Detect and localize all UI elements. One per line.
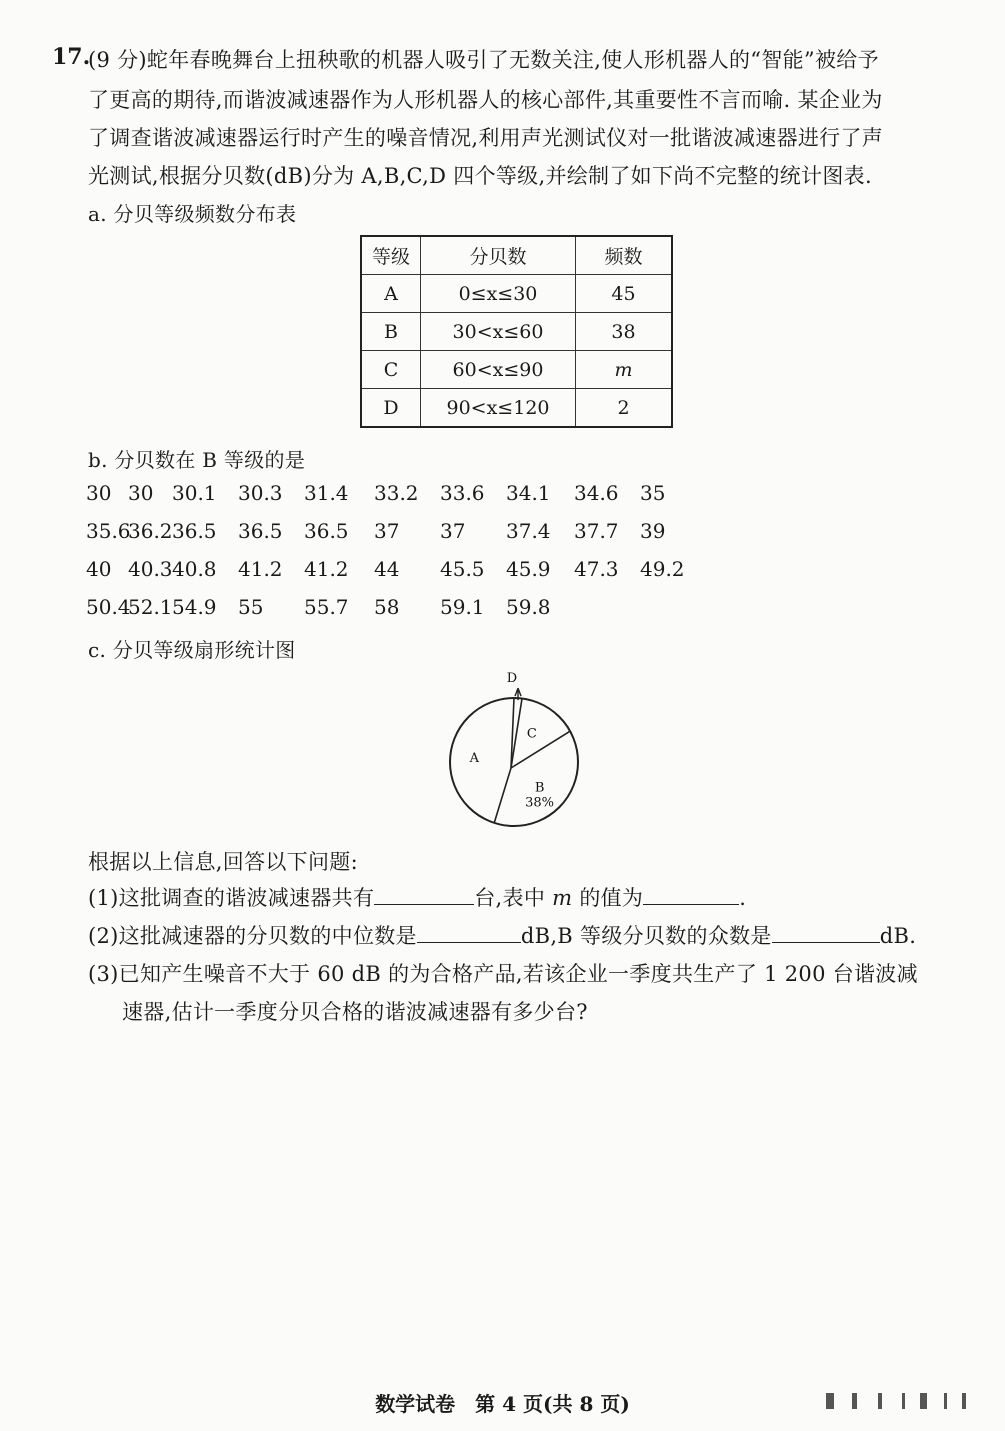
scan-mark xyxy=(826,1393,834,1409)
q1-end: . xyxy=(739,886,747,910)
intro-line-3: 了调查谐波减速器运行时产生的噪音情况,利用声光测试仪对一批谐波减速器进行了声 xyxy=(88,126,884,150)
pie-label-a: A xyxy=(469,751,480,767)
b-value: 50.4 xyxy=(86,595,131,619)
pie-slice-boundary xyxy=(494,768,511,823)
b-value: 37.4 xyxy=(506,519,551,543)
page-footer: 数学试卷 第 4 页(共 8 页) xyxy=(375,1392,630,1416)
pie-chart xyxy=(440,660,590,840)
b-value: 35 xyxy=(640,481,666,505)
b-value: 33.6 xyxy=(440,481,485,505)
table-heading: a. 分贝等级频数分布表 xyxy=(88,202,297,226)
range-cell: 90<x≤120 xyxy=(421,389,576,428)
b-value: 37 xyxy=(374,519,400,543)
b-value: 52.1 xyxy=(128,595,173,619)
b-value: 41.2 xyxy=(238,557,283,581)
b-value: 39 xyxy=(640,519,666,543)
count-cell: 38 xyxy=(576,313,673,351)
b-value: 33.2 xyxy=(374,481,419,505)
b-value: 30.1 xyxy=(172,481,217,505)
table-row xyxy=(361,275,672,313)
q1-var-m: m xyxy=(552,886,573,910)
grade-cell: B xyxy=(361,313,421,351)
pie-percent-b: 38% xyxy=(525,795,555,811)
b-value: 40.3 xyxy=(128,557,173,581)
b-value: 55.7 xyxy=(304,595,349,619)
intro-line-1: (9 分)蛇年春晚舞台上扭秧歌的机器人吸引了无数关注,使人形机器人的“智能”被给予 xyxy=(88,48,879,72)
frequency-table xyxy=(360,235,673,428)
q2-text-a: (2)这批减速器的分贝数的中位数是 xyxy=(88,924,417,948)
b-value: 36.5 xyxy=(238,519,283,543)
b-value: 41.2 xyxy=(304,557,349,581)
questions-intro: 根据以上信息,回答以下问题: xyxy=(88,850,358,874)
b-value: 30 xyxy=(86,481,112,505)
grade-cell: A xyxy=(361,275,421,313)
header-grade: 等级 xyxy=(361,236,421,275)
b-value: 30 xyxy=(128,481,154,505)
b-value: 36.2 xyxy=(128,519,173,543)
q2-blank-mode[interactable] xyxy=(772,942,880,943)
pie-slice-boundary xyxy=(511,731,570,768)
grade-cell: D xyxy=(361,389,421,428)
header-frequency: 频数 xyxy=(576,236,673,275)
q2-text-b: dB,B 等级分贝数的众数是 xyxy=(520,924,772,948)
grade-cell: C xyxy=(361,351,421,389)
q1-blank-total[interactable] xyxy=(374,904,474,905)
b-value: 40.8 xyxy=(172,557,217,581)
b-value: 58 xyxy=(374,595,400,619)
b-value: 59.8 xyxy=(506,595,551,619)
b-value: 30.3 xyxy=(238,481,283,505)
b-value: 59.1 xyxy=(440,595,485,619)
q1-blank-m[interactable] xyxy=(643,904,739,905)
question-3-line-2: 速器,估计一季度分贝合格的谐波减速器有多少台? xyxy=(122,1000,588,1024)
question-number: 17. xyxy=(52,44,91,70)
b-value: 54.9 xyxy=(172,595,217,619)
scan-mark xyxy=(944,1393,947,1409)
b-value: 34.1 xyxy=(506,481,551,505)
scan-mark xyxy=(962,1393,966,1409)
b-value: 35.6 xyxy=(86,519,131,543)
q1-text-a: (1)这批调查的谐波减速器共有 xyxy=(88,886,375,910)
count-cell: 2 xyxy=(576,389,673,428)
list-heading: b. 分贝数在 B 等级的是 xyxy=(88,448,306,472)
b-value: 55 xyxy=(238,595,264,619)
b-value: 40 xyxy=(86,557,112,581)
range-cell: 0≤x≤30 xyxy=(421,275,576,313)
scan-mark xyxy=(902,1393,905,1409)
q2-blank-median[interactable] xyxy=(417,942,521,943)
scan-mark xyxy=(878,1393,882,1409)
pie-label-c: C xyxy=(526,726,537,742)
b-value: 31.4 xyxy=(304,481,349,505)
b-value: 37.7 xyxy=(574,519,619,543)
chart-heading: c. 分贝等级扇形统计图 xyxy=(88,638,296,662)
count-cell: m xyxy=(576,351,673,389)
scan-mark xyxy=(852,1393,857,1409)
table-row xyxy=(361,313,672,351)
intro-line-2: 了更高的期待,而谐波减速器作为人形机器人的核心部件,其重要性不言而喻. 某企业为 xyxy=(88,88,883,112)
b-value: 44 xyxy=(374,557,400,581)
question-3-line-1: (3)已知产生噪音不大于 60 dB 的为合格产品,若该企业一季度共生产了 1 200 台谐波减 xyxy=(88,962,918,986)
b-value: 45.5 xyxy=(440,557,485,581)
b-value: 49.2 xyxy=(640,557,685,581)
b-value: 45.9 xyxy=(506,557,551,581)
table-row xyxy=(361,389,672,428)
b-value: 37 xyxy=(440,519,466,543)
b-value: 36.5 xyxy=(304,519,349,543)
q1-text-b: 台,表中 xyxy=(474,886,546,910)
scan-mark xyxy=(920,1393,927,1409)
pie-label-b: B xyxy=(534,780,545,796)
count-cell: 45 xyxy=(576,275,673,313)
b-value: 36.5 xyxy=(172,519,217,543)
intro-line-4: 光测试,根据分贝数(dB)分为 A,B,C,D 四个等级,并绘制了如下尚不完整的统计图表. xyxy=(88,164,872,188)
question-2 xyxy=(88,920,916,950)
question-1 xyxy=(88,882,746,912)
range-cell: 60<x≤90 xyxy=(421,351,576,389)
header-decibel: 分贝数 xyxy=(421,236,576,275)
b-value: 47.3 xyxy=(574,557,619,581)
b-value: 34.6 xyxy=(574,481,619,505)
q1-text-c: 的值为 xyxy=(579,886,644,910)
pie-label-d: D xyxy=(506,671,518,686)
q2-text-c: dB. xyxy=(879,924,917,948)
table-header-row xyxy=(361,236,672,275)
table-row xyxy=(361,351,672,389)
range-cell: 30<x≤60 xyxy=(421,313,576,351)
